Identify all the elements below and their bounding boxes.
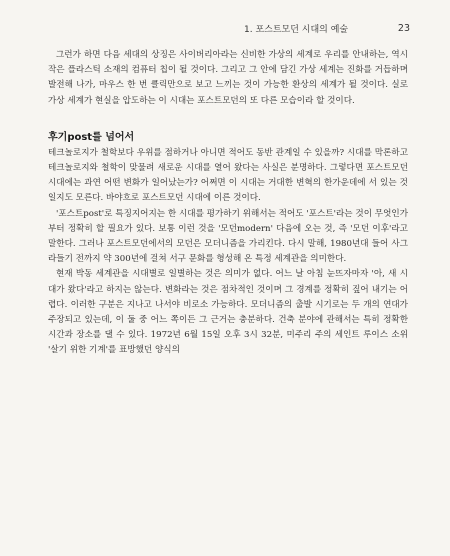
paragraph-3: '포스트post'로 특징지어지는 한 시대를 평가하기 위해서는 적어도 '포스트'라는 것이 무엇인가부터 정확히 할 필요가 있다. 보통 이런 것을 '모던modern' 다음에 오는 것, 즉 '모던 이후'라고 말한다. 그러나 포스트모던에서의 모던은 모더니즘을 가리킨다. 다시 말해, 1980년대 들어 사그라들기 전까지 약 300년에 걸쳐 서구 문화를 형성해 온 특정 세계관을 의미한다. <box>48 208 408 265</box>
paragraph-1: 그런가 하면 다음 세대의 상징은 사이버리아라는 신비한 가상의 세계로 우리를 안내하는, 역시 작은 플라스틱 소재의 컴퓨터 칩이 될 것이다. 그리고 그 안에 담긴 가상 세계는 진화를 거듭하며 발전해 나가, 마우스 한 번 클릭만으로 보고 느끼는 것이 가능한 환상의 세계가 될 것이다. 실로 가상 세계가 현실을 압도하는 이 시대는 포스트모던의 또 다른 모습이라 할 것이다. <box>48 50 408 106</box>
section-heading: 후기post를 넘어서 <box>48 131 135 143</box>
page-body <box>48 48 408 359</box>
chapter-title: 1. 포스트모던 시대의 예술 <box>244 24 349 35</box>
paragraph-4: 현재 박동 세계관을 시대별로 일별하는 것은 의미가 없다. 어느 날 아침 눈뜨자마자 '아, 새 시대가 왔다'라고 하지는 않는다. 변화라는 것은 점차적인 것이며 그 경계를 정확히 짚어 내기는 어렵다. 이러한 구분은 지나고 나서야 비로소 가능하다. 모더니즘의 출발 시기로는 두 개의 연대가 주장되고 있는데, 이 둘 중 어느 쪽이든 그 근거는 충분하다. 건축 분야에 관해서는 특히 정확한 시간과 장소를 댈 수 있다. 1972년 6월 15일 오후 3시 32분, 미주리 주의 세인트 루이스 소위 '살기 위한 기계'를 표방했던 양식의 <box>48 269 408 356</box>
paragraph-2: 테크놀로지가 철학보다 우위를 점하거나 아니면 적어도 동반 관계일 수 있을까? 시대를 막론하고 테크놀로지와 철학이 맞물려 새로운 시대를 열어 왔다는 사실은 분명하다. 그렇다면 포스트모던 시대에는 과연 어떤 변화가 일어났는가? 어쩌면 이 시대는 거대한 변혁의 한가운데에 서 있는 것일지도 모른다. 바야흐로 포스트모던 시대에 이른 것이다. <box>48 147 408 204</box>
running-header <box>200 21 410 35</box>
page-number: 23 <box>397 22 410 34</box>
section-gap <box>48 109 408 124</box>
